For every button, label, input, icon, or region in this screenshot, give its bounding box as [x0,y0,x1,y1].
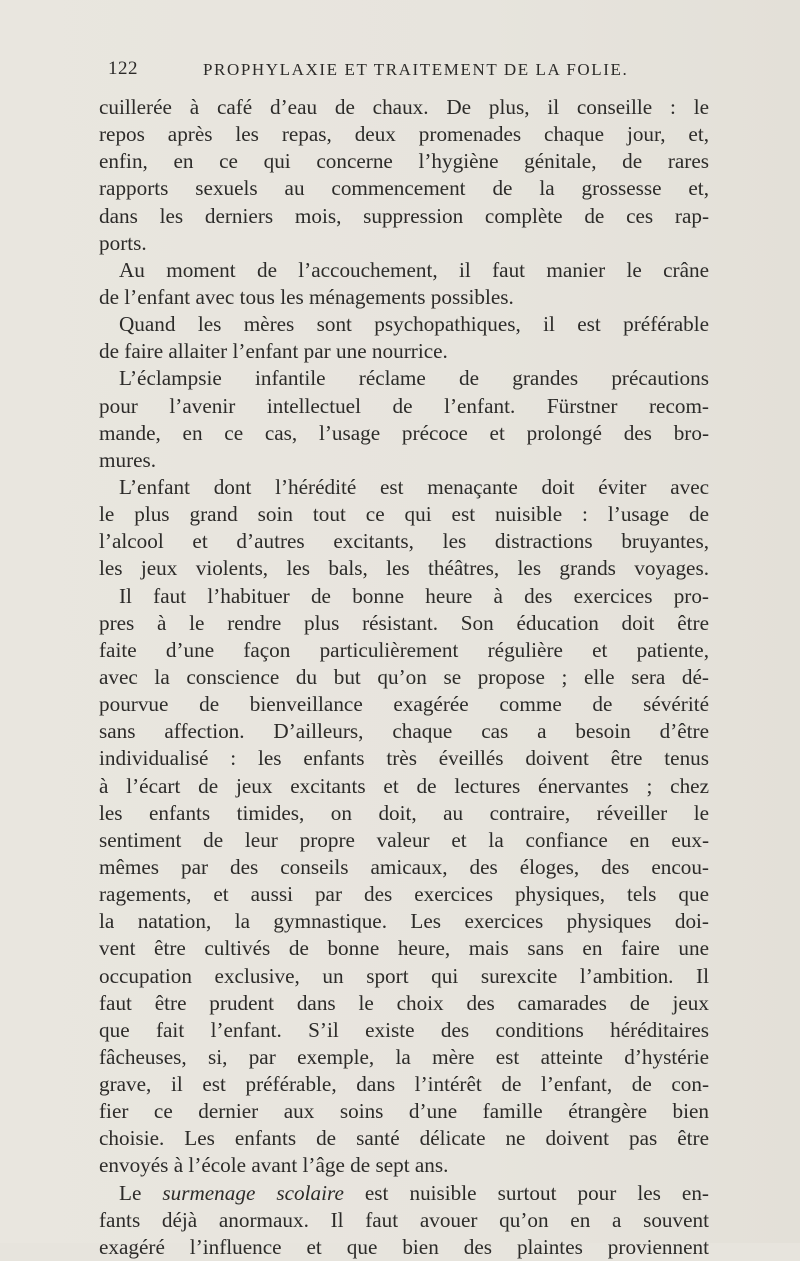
text-line: pour l’avenir intellectuel de l’enfant. Fürstner recom- [99,393,709,418]
text-line: sans affection. D’ailleurs, chaque cas a besoin d’être [99,719,709,744]
text-line: faite d’une façon particulièrement régulière et patiente, [99,637,709,662]
text-line: avec la conscience du but qu’on se propose ; elle sera dé- [99,664,709,689]
text-line: Au moment de l’accouchement, il faut manier le crâne [119,257,709,282]
text-line: ports. [99,230,147,255]
page-header [108,58,708,84]
text-line: fier ce dernier aux soins d’une famille étrangère bien [99,1099,709,1124]
text-line: choisie. Les enfants de santé délicate ne doivent pas être [99,1126,709,1151]
text-line: que fait l’enfant. S’il existe des conditions héréditaires [99,1017,709,1042]
body-text [99,94,709,1261]
text-line: grave, il est préférable, dans l’intérêt de l’enfant, de con- [99,1072,709,1097]
text-line: sentiment de leur propre valeur et la confiance en eux- [99,827,709,852]
text-line: Quand les mères sont psychopathiques, il est préférable [119,312,709,337]
page-number: 122 [108,58,138,79]
text-line: vent être cultivés de bonne heure, mais sans en faire une [99,936,709,961]
text-line: mande, en ce cas, l’usage précoce et prolongé des bro- [99,420,709,445]
text-line: de faire allaiter l’enfant par une nourrice. [99,339,448,364]
text-line: envoyés à l’école avant l’âge de sept ans. [99,1153,449,1178]
text-line: L’enfant dont l’hérédité est menaçante doit éviter avec [119,474,709,499]
text-line: mures. [99,447,157,472]
text-line: dans les derniers mois, suppression complète de ces rap- [99,203,709,228]
text-line: de l’enfant avec tous les ménagements possibles. [99,284,514,309]
text-line: cuillerée à café d’eau de chaux. De plus, il conseille : le [99,95,709,119]
text-fragment: est nuisible surtout pour les en- [343,1180,709,1205]
text-line: rapports sexuels au commencement de la grossesse et, [99,176,709,201]
text-line [99,1180,709,1207]
text-line: exagéré l’influence et que bien des plaintes proviennent [99,1234,709,1259]
text-line: l’alcool et d’autres excitants, les distractions bruyantes, [99,529,709,554]
text-line: enfin, en ce qui concerne l’hygiène génitale, de rares [99,149,709,174]
text-line: fants déjà anormaux. Il faut avouer qu’on en a souvent [99,1207,709,1232]
text-line: L’éclampsie infantile réclame de grandes précautions [119,366,709,391]
italic-term: surmenage scolaire [162,1180,344,1205]
text-line: à l’écart de jeux excitants et de lectures énervantes ; chez [99,773,709,798]
text-line: pres à le rendre plus résistant. Son éducation doit être [99,610,709,635]
text-line: la natation, la gymnastique. Les exercices physiques doi- [99,909,709,934]
text-line: occupation exclusive, un sport qui surexcite l’ambition. Il [99,963,709,988]
text-line: les jeux violents, les bals, les théâtres, les grands voyages. [99,556,709,581]
text-line: individualisé : les enfants très éveillés doivent être tenus [99,746,709,771]
running-title: PROPHYLAXIE ET TRAITEMENT DE LA FOLIE. [203,60,629,79]
text-line: fâcheuses, si, par exemple, la mère est atteinte d’hystérie [99,1044,709,1069]
text-line: Il faut l’habituer de bonne heure à des exercices pro- [119,583,709,608]
text-line: le plus grand soin tout ce qui est nuisible : l’usage de [99,502,709,527]
text-line: les enfants timides, on doit, au contraire, réveiller le [99,800,709,825]
text-line: ragements, et aussi par des exercices physiques, tels que [99,882,709,907]
text-line: pourvue de bienveillance exagérée comme de sévérité [99,692,709,717]
text-line: faut être prudent dans le choix des camarades de jeux [99,990,709,1015]
text-line: mêmes par des conseils amicaux, des éloges, des encou- [99,854,709,879]
text-fragment: Le [119,1180,163,1205]
text-line: repos après les repas, deux promenades chaque jour, et, [99,122,709,147]
